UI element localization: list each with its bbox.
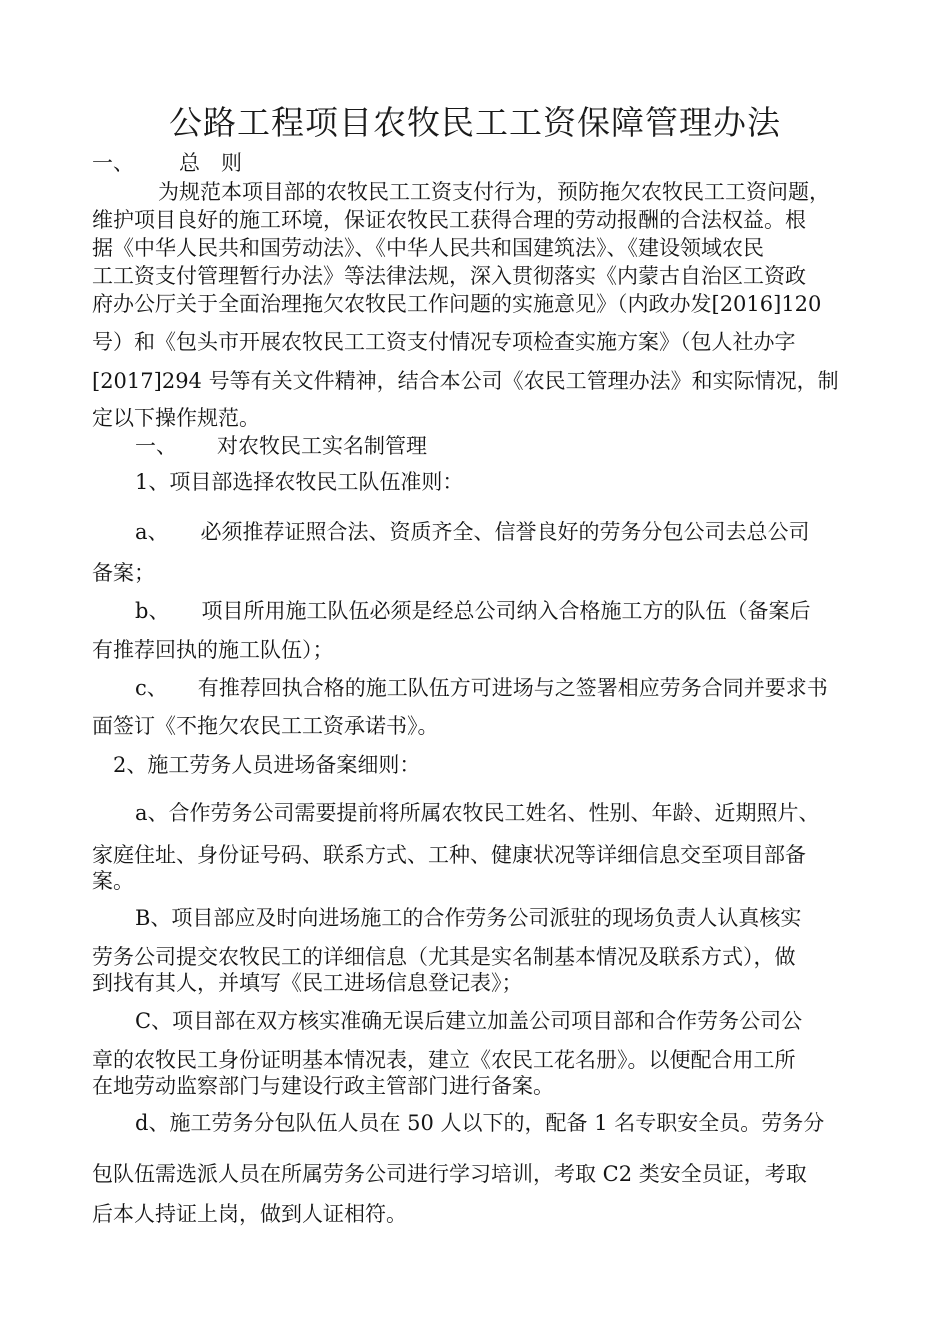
item-2d-line-1: d、施工劳务分包队伍人员在 50 人以下的，配备 1 名专职安全员。劳务分 bbox=[135, 1111, 825, 1135]
item-2d-line-3: 后本人持证上岗，做到人证相符。 bbox=[92, 1202, 407, 1226]
item-1a-line-2: 备案； bbox=[92, 561, 155, 585]
item-1b-text: 项目所用施工队伍必须是经总公司纳入合格施工方的队伍（备案后 bbox=[201, 599, 811, 623]
intro-line-6: 号）和《包头市开展农牧民工工资支付情况专项检查实施方案》（包人社办字 bbox=[92, 330, 796, 354]
item-1a-line-1 bbox=[135, 517, 935, 547]
item-2a-line-1: a、合作劳务公司需要提前将所属农牧民工姓名、性别、年龄、近期照片、 bbox=[135, 801, 820, 825]
item-1a-text: 必须推荐证照合法、资质齐全、信誉良好的劳务分包公司去总公司 bbox=[200, 520, 810, 544]
item-1b-line-1 bbox=[135, 596, 935, 626]
section-1-heading bbox=[92, 148, 892, 178]
item-1c-line-2: 面签订《不拖欠农民工工资承诺书》。 bbox=[92, 714, 439, 738]
item-2a-line-3: 案。 bbox=[92, 869, 134, 893]
item-1c-line-1 bbox=[135, 673, 935, 703]
item-1c-label: c、 bbox=[135, 676, 168, 700]
item-2b-line-1: B、项目部应及时向进场施工的合作劳务公司派驻的现场负责人认真核实 bbox=[135, 906, 802, 930]
item-2-heading: 2、施工劳务人员进场备案细则： bbox=[113, 753, 421, 777]
section-2-heading bbox=[135, 431, 935, 461]
intro-line-8: 定以下操作规范。 bbox=[92, 406, 260, 430]
item-2a-line-2: 家庭住址、身份证号码、联系方式、工种、健康状况等详细信息交至项目部备 bbox=[92, 843, 806, 867]
intro-line-2: 维护项目良好的施工环境，保证农牧民工获得合理的劳动报酬的合法权益。根 bbox=[92, 208, 806, 232]
item-2b-line-3: 到找有其人，并填写《民工进场信息登记表》； bbox=[92, 971, 523, 995]
item-1c-text: 有推荐回执合格的施工队伍方可进场与之签署相应劳务合同并要求书 bbox=[197, 676, 828, 700]
intro-line-1: 为规范本项目部的农牧民工工资支付行为，预防拖欠农牧民工工资问题， bbox=[158, 180, 830, 204]
item-2d-line-2: 包队伍需选派人员在所属劳务公司进行学习培训，考取 C2 类安全员证，考取 bbox=[92, 1162, 807, 1186]
section-2-title: 对农牧民工实名制管理 bbox=[217, 434, 427, 458]
item-1b-label: b、 bbox=[135, 599, 170, 623]
item-1a-label: a、 bbox=[135, 520, 169, 544]
item-2c-line-1: C、项目部在双方核实准确无误后建立加盖公司项目部和合作劳务公司公 bbox=[135, 1009, 803, 1033]
item-2c-line-3: 在地劳动监察部门与建设行政主管部门进行备案。 bbox=[92, 1074, 554, 1098]
intro-line-5: 府办公厅关于全面治理拖欠农牧民工作问题的实施意见》（内政办发[2016]120 bbox=[92, 292, 822, 316]
intro-line-3: 据《中华人民共和国劳动法》、《中华人民共和国建筑法》、《建设领域农民 bbox=[92, 236, 764, 260]
document-title: 公路工程项目农牧民工工资保障管理办法 bbox=[169, 103, 781, 142]
intro-line-4: 工工资支付管理暂行办法》等法律法规，深入贯彻落实《内蒙古自治区工资政 bbox=[92, 264, 806, 288]
section-1-number: 一、 bbox=[92, 151, 134, 175]
item-2b-line-2: 劳务公司提交农牧民工的详细信息（尤其是实名制基本情况及联系方式），做 bbox=[92, 945, 796, 969]
section-2-number: 一、 bbox=[135, 434, 177, 458]
item-1-heading: 1、项目部选择农牧民工队伍准则： bbox=[135, 470, 464, 494]
intro-line-7: [2017]294 号等有关文件精神，结合本公司《农民工管理办法》和实际情况，制 bbox=[92, 369, 839, 393]
item-2c-line-2: 章的农牧民工身份证明基本情况表，建立《农民工花名册》。以便配合用工所 bbox=[92, 1048, 796, 1072]
section-1-title: 总 则 bbox=[179, 151, 242, 175]
item-1b-line-2: 有推荐回执的施工队伍）； bbox=[92, 638, 334, 662]
